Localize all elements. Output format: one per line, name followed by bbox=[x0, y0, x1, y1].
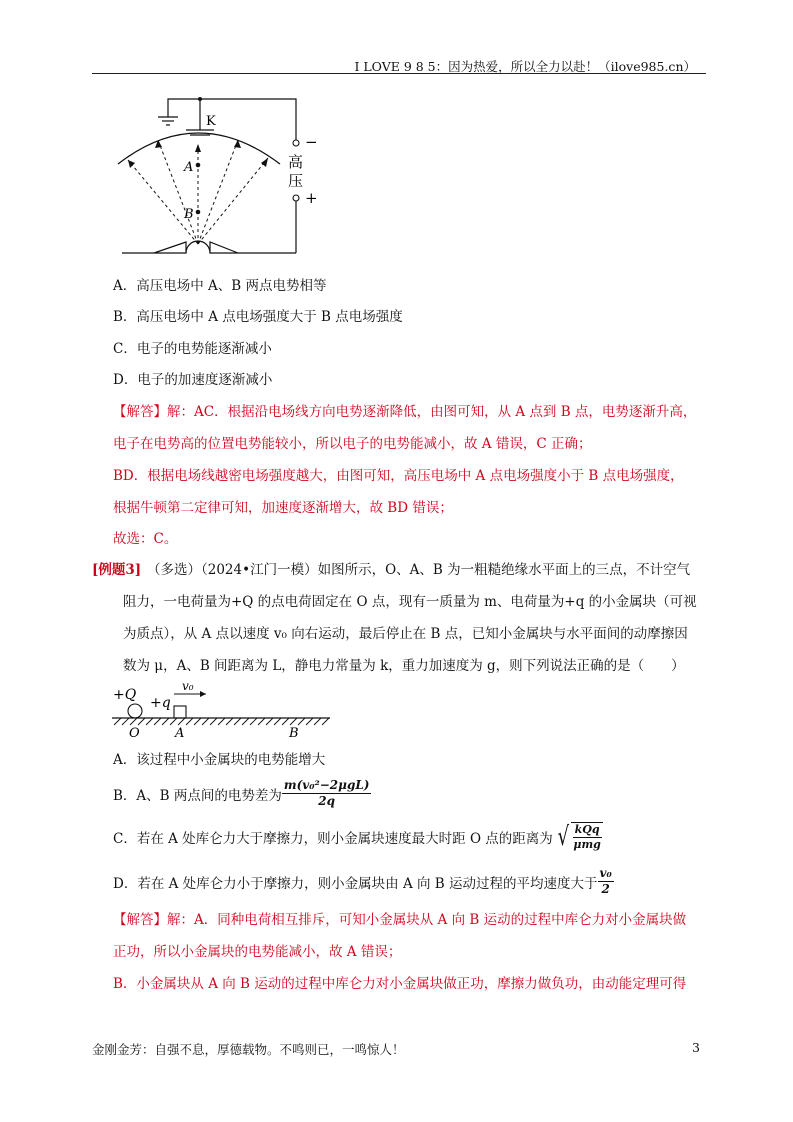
q1-answer-line-5: 故选：C。 bbox=[113, 531, 178, 547]
ex3-answer-line-2: 正功，所以小金属块的电势能减小，故 A 错误； bbox=[113, 944, 402, 960]
example-line-4: 数为 μ，A、B 间距离为 L，静电力常量为 k，重力加速度为 g，则下列说法正确的是（ ） bbox=[123, 658, 685, 674]
label-a: A bbox=[184, 160, 194, 175]
ex3-option-c-numerator: kQq bbox=[574, 823, 600, 836]
ex3-option-b-denominator: 2q bbox=[318, 794, 336, 808]
example-line-1: （多选）（2024•江门一模）如图所示，O、A、B 为一粗糙绝缘水平面上的三点，不计空气 bbox=[147, 562, 691, 578]
ex3-option-d bbox=[113, 866, 614, 897]
q1-option-b: B．高压电场中 A 点电场强度大于 B 点电场强度 bbox=[113, 309, 403, 325]
charge-block-diagram bbox=[108, 676, 333, 740]
example-tag: [例题3] bbox=[92, 562, 142, 578]
q1-option-a: A．高压电场中 A、B 两点电势相等 bbox=[113, 278, 327, 294]
high-voltage-field-diagram bbox=[110, 92, 340, 262]
label-O: O bbox=[129, 726, 140, 740]
label-gao: 高 bbox=[288, 153, 304, 171]
ex3-option-a: A．该过程中小金属块的电势能增大 bbox=[113, 752, 326, 768]
q1-answer-line-2: 电子在电势高的位置电势能较小，所以电子的电势能减小，故 A 错误，C 正确； bbox=[113, 436, 592, 452]
label-plus: + bbox=[305, 189, 318, 207]
label-minus: − bbox=[305, 133, 318, 151]
example-line-2: 阻力，一电荷量为+Q 的点电荷固定在 O 点，现有一质量为 m、电荷量为+q 的小金属块（可视 bbox=[123, 594, 697, 610]
ex3-option-d-denominator: 2 bbox=[601, 882, 610, 896]
label-A: A bbox=[175, 726, 185, 740]
ex3-answer-line-3: B．小金属块从 A 向 B 运动的过程中库仑力对小金属块做正功，摩擦力做负功，由动能定理可得 bbox=[113, 976, 687, 992]
ex3-option-c-denominator: μmg bbox=[573, 838, 601, 851]
sqrt-sign: √ bbox=[557, 822, 569, 852]
label-ya: 压 bbox=[288, 172, 304, 190]
label-v0: v₀ bbox=[182, 679, 194, 693]
q1-answer-line-1: 【解答】解：AC．根据沿电场线方向电势逐渐降低，由图可知，从 A 点到 B 点，电势逐渐升高， bbox=[113, 404, 697, 420]
example-line-3: 为质点），从 A 点以速度 v₀ 向右运动，最后停止在 B 点，已知小金属块与水平面间的动摩擦因 bbox=[123, 626, 688, 642]
q1-option-d: D．电子的加速度逐渐减小 bbox=[113, 372, 273, 388]
page-number: 3 bbox=[692, 1040, 700, 1055]
ex3-option-b bbox=[113, 778, 371, 809]
ex3-option-b-text: B．A、B 两点间的电势差为 bbox=[113, 787, 282, 804]
label-plus-Q: +Q bbox=[113, 687, 137, 703]
q1-answer-line-4: 根据牛顿第二定律可知，加速度逐渐增大，故 BD 错误； bbox=[113, 500, 453, 516]
ex3-option-d-text: D．若在 A 处库仑力小于摩擦力，则小金属块由 A 向 B 运动过程的平均速度大于 bbox=[113, 875, 598, 892]
ex3-option-b-numerator: m(v₀²−2μgL) bbox=[283, 778, 370, 792]
label-b: B bbox=[184, 207, 194, 222]
header-rule bbox=[92, 73, 706, 74]
ex3-option-c-fraction bbox=[571, 822, 602, 852]
ex3-option-c-text: C．若在 A 处库仑力大于摩擦力，则小金属块速度最大时距 O 点的距离为 bbox=[113, 831, 553, 847]
label-B: B bbox=[289, 726, 299, 740]
ex3-option-c-sqrt bbox=[555, 822, 603, 852]
label-k: K bbox=[206, 114, 216, 129]
ex3-option-b-fraction bbox=[282, 778, 372, 809]
label-plus-q: +q bbox=[150, 695, 171, 711]
footer-motto: 金刚金芳：自强不息，厚德载物。不鸣则已，一鸣惊人！ bbox=[92, 1042, 405, 1057]
ex3-option-c bbox=[113, 822, 603, 852]
q1-answer-line-3: BD．根据电场线越密电场强度越大，由图可知，高压电场中 A 点电场强度小于 B 点电场强度， bbox=[113, 468, 684, 484]
ex3-option-d-fraction bbox=[598, 866, 614, 897]
ex3-option-d-numerator: v₀ bbox=[599, 866, 612, 880]
page-header: I LOVE 9 8 5：因为热爱，所以全力以赴！（ilove985.cn） bbox=[354, 59, 696, 74]
q1-option-c: C．电子的电势能逐渐减小 bbox=[113, 341, 272, 357]
ex3-answer-line-1: 【解答】解：A．同种电荷相互排斥，可知小金属块从 A 向 B 运动的过程中库仑力对小金属块做 bbox=[113, 912, 687, 928]
